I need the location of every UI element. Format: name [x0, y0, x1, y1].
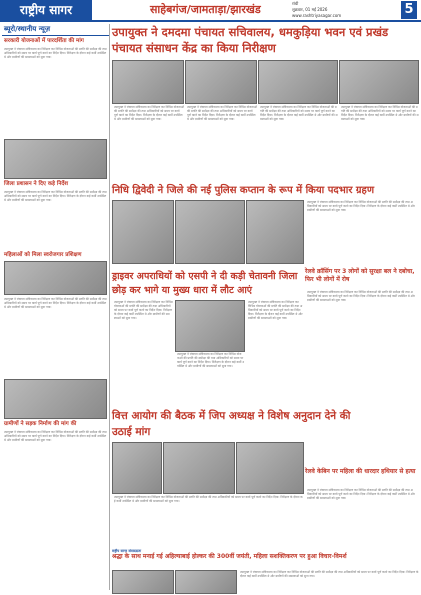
top-photo-1	[112, 60, 184, 104]
headline-ahilyabai[interactable]: श्रद्धा के साथ मनाई गई अहिल्याबाई होल्कर की 300वीं जयंती, महिला सशक्तिकरण पर हुआ विचार-विमर्श	[112, 553, 347, 560]
left-column-header: ब्यूरो/स्थानीय न्यूज़	[2, 24, 109, 36]
sp-photo-2	[175, 200, 245, 264]
sp-photo-1	[112, 200, 174, 264]
left-headline-3[interactable]: महिलाओं को मिला स्वरोजगार प्रशिक्षण	[4, 252, 82, 258]
finance-photo-2	[163, 442, 235, 494]
headline-finance-commission[interactable]: वित्त आयोग की बैठक में जिप अध्यक्ष ने विशेष अनुदान देने की उठाई मांग	[112, 410, 351, 438]
ahilyabai-photo-2	[175, 570, 237, 594]
top-photo-2	[185, 60, 257, 104]
main-headline[interactable]: उपायुक्त ने दमदमा पंचायत सचिवालय, धमकुड़िया भवन एवं प्रखंड पंचायत संसाधन केंद्र का किया निरीक्षण	[112, 25, 389, 55]
warning-article-body-2: उपायुक्त ने पंचायत सचिवालय का निरीक्षण कर विभिन्न योजनाओं की प्रगति की समीक्षा की तथा अधिकारियों को समय पर कार्य पूर्ण करने का निर्देश दिया। निरीक्षण के दौरान कई कर्मी उपस्थित थे और ग्रामीणों की समस्याओं को सुना गया।	[177, 352, 244, 368]
sidebar-headline-1[interactable]: रेलवे क्रॉसिंग पर 3 लोगों को सुरक्षा बल ने दबोचा, फिर भी लोगों में रोष	[305, 268, 415, 283]
left-photo-1	[4, 139, 107, 179]
masthead	[0, 0, 421, 20]
newspaper-brand: राष्ट्रीय सागर	[0, 0, 92, 20]
left-column	[2, 24, 110, 590]
warning-article-body-1: उपायुक्त ने पंचायत सचिवालय का निरीक्षण कर विभिन्न योजनाओं की प्रगति की समीक्षा की तथा अधिकारियों को समय पर कार्य पूर्ण करने का निर्देश दिया। निरीक्षण के दौरान कई कर्मी उपस्थित थे और ग्रामीणों की समस्याओं को सुना गया।	[114, 300, 173, 320]
page-number: 5	[401, 1, 417, 19]
finance-photo-1	[112, 442, 162, 494]
top-photo-3	[258, 60, 338, 104]
ahilyabai-article-body: उपायुक्त ने पंचायत सचिवालय का निरीक्षण कर विभिन्न योजनाओं की प्रगति की समीक्षा की तथा अधिकारियों को समय पर कार्य पूर्ण करने का निर्देश दिया। निरीक्षण के दौरान कई कर्मी उपस्थित थे और ग्रामीणों की समस्याओं को सुना गया।	[240, 570, 419, 578]
left-article-3-body: उपायुक्त ने पंचायत सचिवालय का निरीक्षण कर विभिन्न योजनाओं की प्रगति की समीक्षा की तथा अधिकारियों को समय पर कार्य पूर्ण करने का निर्देश दिया। निरीक्षण के दौरान कई कर्मी उपस्थित थे और ग्रामीणों की समस्याओं को सुना गया।	[4, 297, 107, 309]
top-photo-4	[339, 60, 419, 104]
masthead-divider	[0, 20, 421, 22]
left-article-4-body: उपायुक्त ने पंचायत सचिवालय का निरीक्षण कर विभिन्न योजनाओं की प्रगति की समीक्षा की तथा अधिकारियों को समय पर कार्य पूर्ण करने का निर्देश दिया। निरीक्षण के दौरान कई कर्मी उपस्थित थे और ग्रामीणों की समस्याओं को सुना गया।	[4, 430, 107, 442]
finance-article-body: उपायुक्त ने पंचायत सचिवालय का निरीक्षण कर विभिन्न योजनाओं की प्रगति की समीक्षा की तथा अधिकारियों को समय पर कार्य पूर्ण करने का निर्देश दिया। निरीक्षण के दौरान कई कर्मी उपस्थित थे और ग्रामीणों की समस्याओं को सुना गया।	[114, 495, 303, 503]
sidebar-headline-2[interactable]: रेलवे केबिन पर महिला की धारदार हथियार से हत्या	[305, 468, 416, 475]
reporter-credit: राष्ट्रीय सागर संवाददाता	[112, 549, 142, 553]
main-article-body-1: उपायुक्त ने पंचायत सचिवालय का निरीक्षण कर विभिन्न योजनाओं की प्रगति की समीक्षा की तथा अधिकारियों को समय पर कार्य पूर्ण करने का निर्देश दिया। निरीक्षण के दौरान कई कर्मी उपस्थित थे और ग्रामीणों की समस्याओं को सुना गया।	[114, 105, 184, 121]
date-line: शुक्रवार, 01 मई 2026	[292, 7, 328, 12]
warning-photo	[175, 300, 245, 352]
left-photo-3	[4, 379, 107, 419]
finance-photo-3	[236, 442, 304, 494]
left-photo-2	[4, 261, 107, 295]
section-title: साहेबगंज/जामताड़ा/झारखंड	[150, 3, 261, 16]
left-headline-4[interactable]: ग्रामीणों ने सड़क निर्माण की मांग की	[4, 421, 77, 427]
sp-photo-3	[246, 200, 304, 264]
main-article-body-4: उपायुक्त ने पंचायत सचिवालय का निरीक्षण कर विभिन्न योजनाओं की प्रगति की समीक्षा की तथा अधिकारियों को समय पर कार्य पूर्ण करने का निर्देश दिया। निरीक्षण के दौरान कई कर्मी उपस्थित थे और ग्रामीणों की समस्याओं को सुना गया।	[341, 105, 419, 121]
date-info	[292, 1, 390, 19]
ahilyabai-photo-1	[112, 570, 174, 594]
left-article-2-body: उपायुक्त ने पंचायत सचिवालय का निरीक्षण कर विभिन्न योजनाओं की प्रगति की समीक्षा की तथा अधिकारियों को समय पर कार्य पूर्ण करने का निर्देश दिया। निरीक्षण के दौरान कई कर्मी उपस्थित थे और ग्रामीणों की समस्याओं को सुना गया।	[4, 190, 107, 202]
left-headline-1[interactable]: सरकारी योजनाओं में पारदर्शिता की मांग	[4, 38, 84, 44]
day-label: रांची	[292, 1, 299, 6]
main-article-body-2: उपायुक्त ने पंचायत सचिवालय का निरीक्षण कर विभिन्न योजनाओं की प्रगति की समीक्षा की तथा अधिकारियों को समय पर कार्य पूर्ण करने का निर्देश दिया। निरीक्षण के दौरान कई कर्मी उपस्थित थे और ग्रामीणों की समस्याओं को सुना गया।	[187, 105, 257, 121]
sidebar-2-body: उपायुक्त ने पंचायत सचिवालय का निरीक्षण कर विभिन्न योजनाओं की प्रगति की समीक्षा की तथा अधिकारियों को समय पर कार्य पूर्ण करने का निर्देश दिया। निरीक्षण के दौरान कई कर्मी उपस्थित थे और ग्रामीणों की समस्याओं को सुना गया।	[307, 488, 415, 500]
left-article-1-body: उपायुक्त ने पंचायत सचिवालय का निरीक्षण कर विभिन्न योजनाओं की प्रगति की समीक्षा की तथा अधिकारियों को समय पर कार्य पूर्ण करने का निर्देश दिया। निरीक्षण के दौरान कई कर्मी उपस्थित थे और ग्रामीणों की समस्याओं को सुना गया।	[4, 47, 107, 59]
warning-article-body-3: उपायुक्त ने पंचायत सचिवालय का निरीक्षण कर विभिन्न योजनाओं की प्रगति की समीक्षा की तथा अधिकारियों को समय पर कार्य पूर्ण करने का निर्देश दिया। निरीक्षण के दौरान कई कर्मी उपस्थित थे और ग्रामीणों की समस्याओं को सुना गया।	[248, 300, 303, 320]
headline-sp-charge[interactable]: निधि द्विवेदी ने जिले की नई पुलिस कप्तान के रूप में किया पदभार ग्रहण	[112, 185, 375, 196]
sidebar-1-body: उपायुक्त ने पंचायत सचिवालय का निरीक्षण कर विभिन्न योजनाओं की प्रगति की समीक्षा की तथा अधिकारियों को समय पर कार्य पूर्ण करने का निर्देश दिया। निरीक्षण के दौरान कई कर्मी उपस्थित थे और ग्रामीणों की समस्याओं को सुना गया।	[307, 290, 415, 302]
main-article-body-3: उपायुक्त ने पंचायत सचिवालय का निरीक्षण कर विभिन्न योजनाओं की प्रगति की समीक्षा की तथा अधिकारियों को समय पर कार्य पूर्ण करने का निर्देश दिया। निरीक्षण के दौरान कई कर्मी उपस्थित थे और ग्रामीणों की समस्याओं को सुना गया।	[260, 105, 338, 121]
left-headline-2[interactable]: जिला प्रशासन ने दिए कड़े निर्देश	[4, 181, 69, 187]
headline-sp-warning[interactable]: ड्राइवर अपराधियों को एसपी ने दी कड़ी चेतावनी जिला छोड़ कर भागे या मुख्य धारा में लौट आएं	[112, 271, 298, 296]
website-link[interactable]: www.rashtriyasagar.com	[292, 13, 342, 18]
sp-article-body: उपायुक्त ने पंचायत सचिवालय का निरीक्षण कर विभिन्न योजनाओं की प्रगति की समीक्षा की तथा अधिकारियों को समय पर कार्य पूर्ण करने का निर्देश दिया। निरीक्षण के दौरान कई कर्मी उपस्थित थे और ग्रामीणों की समस्याओं को सुना गया।	[307, 200, 415, 212]
